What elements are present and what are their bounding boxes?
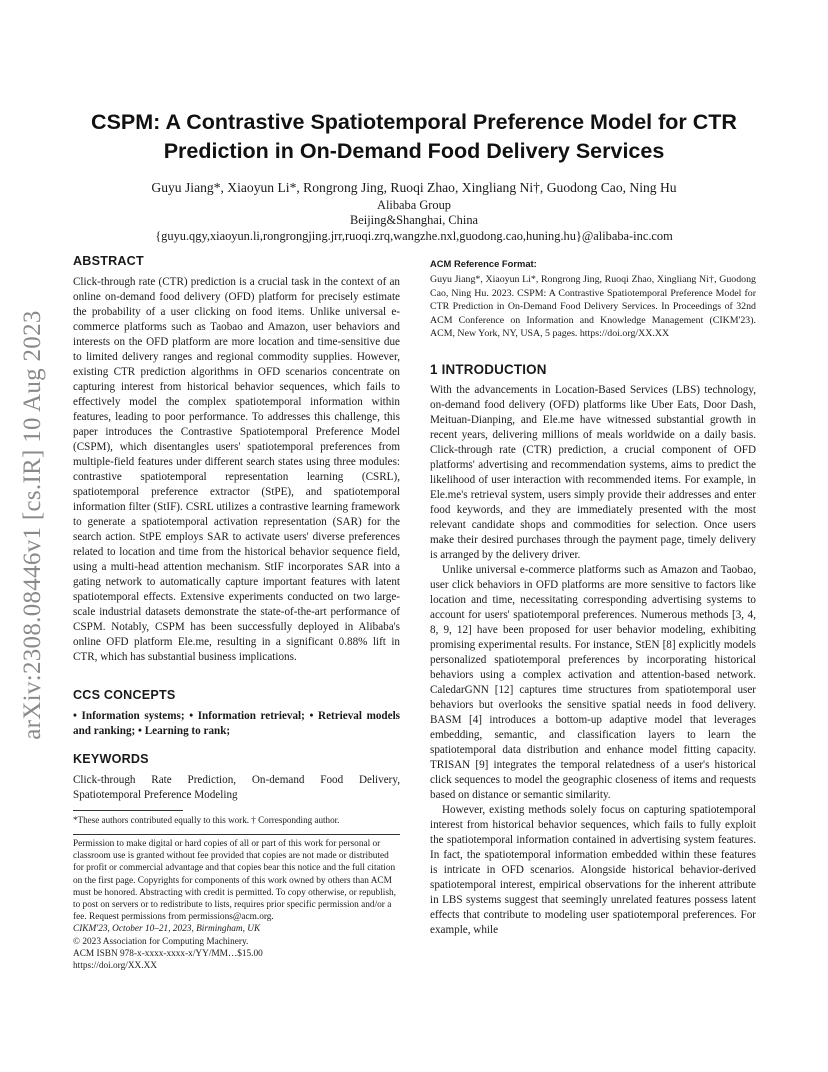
author-emails: {guyu.qgy,xiaoyun.li,rongrongjing.jrr,ruoqi.zrq,wangzhe.nxl,guodong.cao,huning.hu}@alibaba-inc.com <box>155 229 673 243</box>
intro-paragraph-1: With the advancements in Location-Based Services (LBS) technology, on-demand food delivery (OFD) platforms like Uber Eats, Door Dash, Meituan-Dianping, and Ele.me have witnessed substantial growth in recent years, delivering millions of meals worldwide on a daily basis. Click-through rate (CTR) prediction, a crucial component of OFD platforms' advertising and recommendation systems, aims to predict the likelihood of user interaction with recommended items. For example, in Ele.me's retrieval system, users simply provide their addresses and enter food keywords, and they are immediately presented with the most relevant candidate shops and commodities for selection. Once users make their desired purchases through the payment page, timely delivery is arranged by the delivery driver. <box>430 384 756 561</box>
permission-block <box>73 838 400 972</box>
acm-reference-text: Guyu Jiang*, Xiaoyun Li*, Rongrong Jing, Ruoqi Zhao, Xingliang Ni†, Guodong Cao, Ning Hu. 2023. CSPM: A Contrastive Spatiotemporal Preference Model for CTR Prediction in On-Demand Food Delivery Services. In Proceedings of 32nd ACM Conference on Information and Knowledge Management (CIKM'23). ACM, New York, NY, USA, 5 pages. https://doi.org/XX.XX <box>430 274 756 339</box>
ccs-heading: CCS CONCEPTS <box>73 688 176 702</box>
keywords-text: Click-through Rate Prediction, On-demand Food Delivery, Spatiotemporal Preference Modeling <box>73 774 400 801</box>
footnote-rule <box>73 810 183 811</box>
keywords-section <box>73 752 400 803</box>
permission-text: Permission to make digital or hard copies of all or part of this work for personal or classroom use is granted without fee provided that copies are not made or distributed for profit or commercial advantage and that copies bear this notice and the full citation on the first page. Copyrights for components of this work owned by others than ACM must be honored. Abstracting with credit is permitted. To copy otherwise, or republish, to post on servers or to redistribute to lists, requires prior specific permission and/or a fee. Request permissions from permissions@acm.org. <box>73 839 396 923</box>
introduction-section <box>430 362 756 938</box>
ccs-text: • Information systems; • Information retrieval; • Retrieval models and ranking; • Learning to rank; <box>73 710 400 737</box>
acm-reference-section <box>430 256 756 341</box>
copyright-notice: © 2023 Association for Computing Machinery. <box>73 936 249 947</box>
keywords-heading: KEYWORDS <box>73 752 149 766</box>
introduction-heading: 1 INTRODUCTION <box>430 362 547 377</box>
isbn-info: ACM ISBN 978-x-xxxx-xxxx-x/YY/MM…$15.00 <box>73 948 263 959</box>
abstract-section <box>73 254 400 665</box>
affiliation: Alibaba Group <box>377 198 451 212</box>
author-footnote: *These authors contributed equally to this work. † Corresponding author. <box>73 815 340 825</box>
author-list: Guyu Jiang*, Xiaoyun Li*, Rongrong Jing, Ruoqi Zhao, Xingliang Ni†, Guodong Cao, Ning Hu <box>151 180 677 195</box>
conference-info: CIKM'23, October 10–21, 2023, Birmingham, UK <box>73 924 261 935</box>
intro-paragraph-2: Unlike universal e-commerce platforms such as Amazon and Taobao, user click behaviors in OFD platforms are more sensitive to factors like location and time, necessitating corresponding advertising systems to account for users' spatiotemporal preferences. Numerous methods [3, 4, 8, 9, 12] have been proposed for user behavior modeling, exhibiting promising experimental results. For instance, StEN [8] explicitly models personalized spatiotemporal preferences by incorporating historical behaviors using a complex activation and attention-based network. CaledarGNN [12] captures time structures from spatiotemporal user behaviors but overlooks the sensitive spatial needs in food delivery. BASM [4] introduces a bottom-up adaptive model that leverages embedding, semantic, and classification layers to learn the spatiotemporal data distribution and enhance model fitting capacity. TRISAN [9] integrates the temporal relatedness of a user's historical click sequences to model the geographic closeness of items and requests based on distance or semantic similarity. <box>430 564 756 801</box>
abstract-heading: ABSTRACT <box>73 254 144 268</box>
location: Beijing&Shanghai, China <box>349 213 479 227</box>
permission-rule <box>73 834 400 835</box>
paper-title: CSPM: A Contrastive Spatiotemporal Preference Model for CTR Prediction in On-Demand Food Delivery Services <box>91 110 737 163</box>
arxiv-identifier <box>8 290 58 760</box>
intro-paragraph-3: However, existing methods solely focus on capturing spatiotemporal interest from historical behavior sequences, which fails to fully exploit the spatiotemporal information contained in advertising system features. In fact, the spatiotemporal information embedded within these features is intricate in OFD scenarios. Alongside historical behavior-derived spatiotemporal interest, empirical observations for the inherent attribute in LBS systems suggest that seemingly unrelated features possess latent effects that contribute to modeling user spatiotemporal preferences. For example, while <box>430 804 756 936</box>
ccs-section <box>73 688 400 739</box>
arxiv-identifier-text: arXiv:2308.08446v1 [cs.IR] 10 Aug 2023 <box>19 310 46 740</box>
doi-link: https://doi.org/XX.XX <box>73 961 158 972</box>
acm-reference-heading: ACM Reference Format: <box>430 258 537 269</box>
abstract-text: Click-through rate (CTR) prediction is a crucial task in the context of an online on-demand food delivery (OFD) platform for precisely estimate the probability of a user clicking on food items. Unlike universal e-commerce platforms such as Taobao and Amazon, user behaviors and interests on the OFD platform are more location and time-sensitive due to limited delivery ranges and regional commodity supplies. However, existing CTR prediction algorithms in OFD scenarios concentrate on capturing interest from historical behavior sequences, which fails to effectively model the complex spatiotemporal information within features, leading to poor performance. To addresses this challenge, this paper introduces the Contrastive Spatiotemporal Preference Model (CSPM), which disentangles users' spatiotemporal preferences from multiple-field features under different search states using three modules: contrastive spatiotemporal representation learning (CSRL), spatiotemporal preference extractor (StPE), and spatiotemporal information filter (StIF). CSRL utilizes a contrastive learning framework to generate a spatiotemporal activation representation (SAR) for the search action. StPE employs SAR to activate users' diverse preferences related to location and time from the historical behavior sequence field, using a multi-head attention mechanism. StIF incorporates SAR into a gating network to automatically capture important features with latent spatiotemporal effects. Extensive experiments conducted on two large-scale industrial datasets demonstrate the state-of-the-art performance of CSPM. Notably, CSPM has been successfully deployed in Alibaba's online OFD platform Ele.me, resulting in a significant 0.88% lift in CTR, which has substantial business implications. <box>73 276 400 663</box>
